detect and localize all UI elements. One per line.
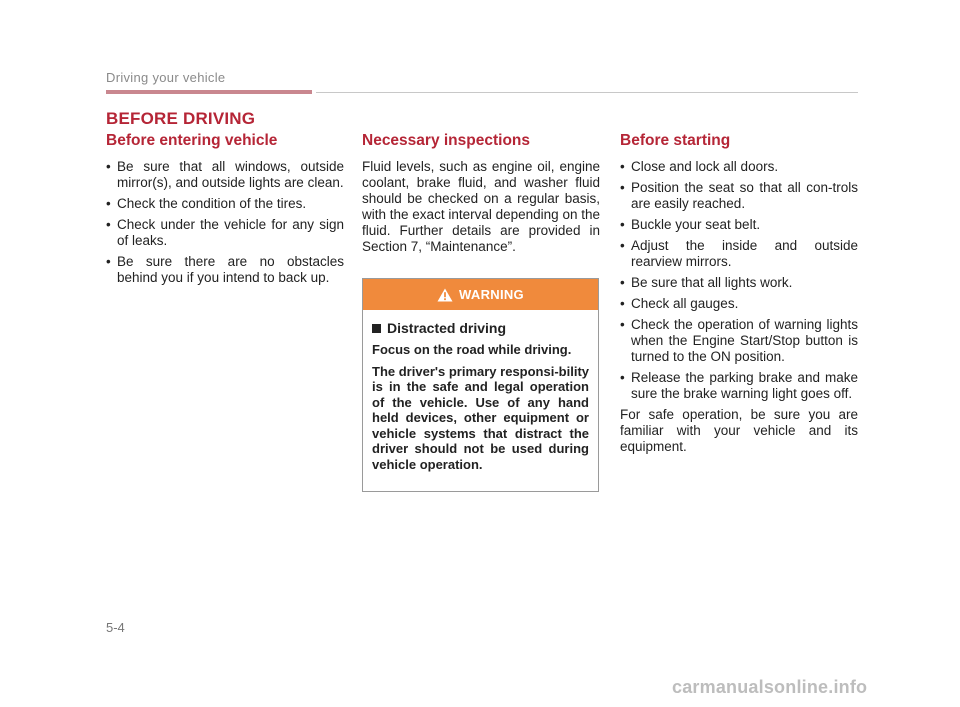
warning-box xyxy=(362,278,599,492)
list-item: • Check under the vehicle for any sign of leaks. xyxy=(106,217,344,249)
heading-necessary-inspections: Necessary inspections xyxy=(362,132,531,149)
heading-before-entering: Before entering vehicle xyxy=(106,132,278,149)
warning-body xyxy=(363,310,598,486)
column-before-starting xyxy=(620,131,858,455)
list-item: • Check all gauges. xyxy=(620,296,858,312)
warning-subheading-text: Distracted driving xyxy=(387,320,507,336)
inspections-paragraph: Fluid levels, such as engine oil, engine coolant, brake fluid, and washer fluid should be checked on a regular basis, with the exact interval depending on the fluid. Further details are provided in Section 7, “Maintenance”. xyxy=(362,159,600,254)
list-item: • Check the operation of warning lights when the Engine Start/Stop button is turned to the ON position. xyxy=(620,317,858,365)
list-item: • Adjust the inside and outside rearview mirrors. xyxy=(620,238,858,270)
square-bullet-icon xyxy=(372,324,381,333)
page-title: BEFORE DRIVING xyxy=(106,109,256,128)
watermark: carmanualsonline.info xyxy=(672,677,868,697)
list-item: • Be sure that all windows, outside mirror(s), and outside lights are clean. xyxy=(106,159,344,191)
warning-label: WARNING xyxy=(459,287,524,302)
checklist-before-starting xyxy=(620,159,858,402)
list-item: • Be sure there are no obstacles behind you if you intend to back up. xyxy=(106,254,344,286)
list-item: • Buckle your seat belt. xyxy=(620,217,858,233)
heading-before-starting: Before starting xyxy=(620,132,731,149)
list-item: • Be sure that all lights work. xyxy=(620,275,858,291)
warning-header xyxy=(363,279,598,310)
warning-paragraph: The driver's primary responsi-bility is in the safe and legal operation of the vehicle. Use of any hand held devices, other equipment or vehicle systems that distract the driver should not be used during vehicle operation. xyxy=(372,363,589,472)
list-item: • Close and lock all doors. xyxy=(620,159,858,175)
column-before-entering xyxy=(106,131,344,291)
header-accent-rule xyxy=(106,90,312,94)
checklist-before-entering xyxy=(106,159,344,286)
list-item: • Release the parking brake and make sure the brake warning light goes off. xyxy=(620,370,858,402)
header-divider xyxy=(316,92,858,93)
list-item: • Position the seat so that all con-trols are easily reached. xyxy=(620,180,858,212)
column-necessary-inspections xyxy=(362,131,600,255)
warning-subheading xyxy=(372,320,589,336)
warning-paragraph: Focus on the road while driving. xyxy=(372,342,572,357)
list-item: • Check the condition of the tires. xyxy=(106,196,344,212)
page-number: 5-4 xyxy=(106,620,125,635)
running-header: Driving your vehicle xyxy=(106,70,226,85)
closing-paragraph: For safe operation, be sure you are familiar with your vehicle and its equipment. xyxy=(620,407,858,454)
warning-triangle-icon xyxy=(437,288,453,302)
